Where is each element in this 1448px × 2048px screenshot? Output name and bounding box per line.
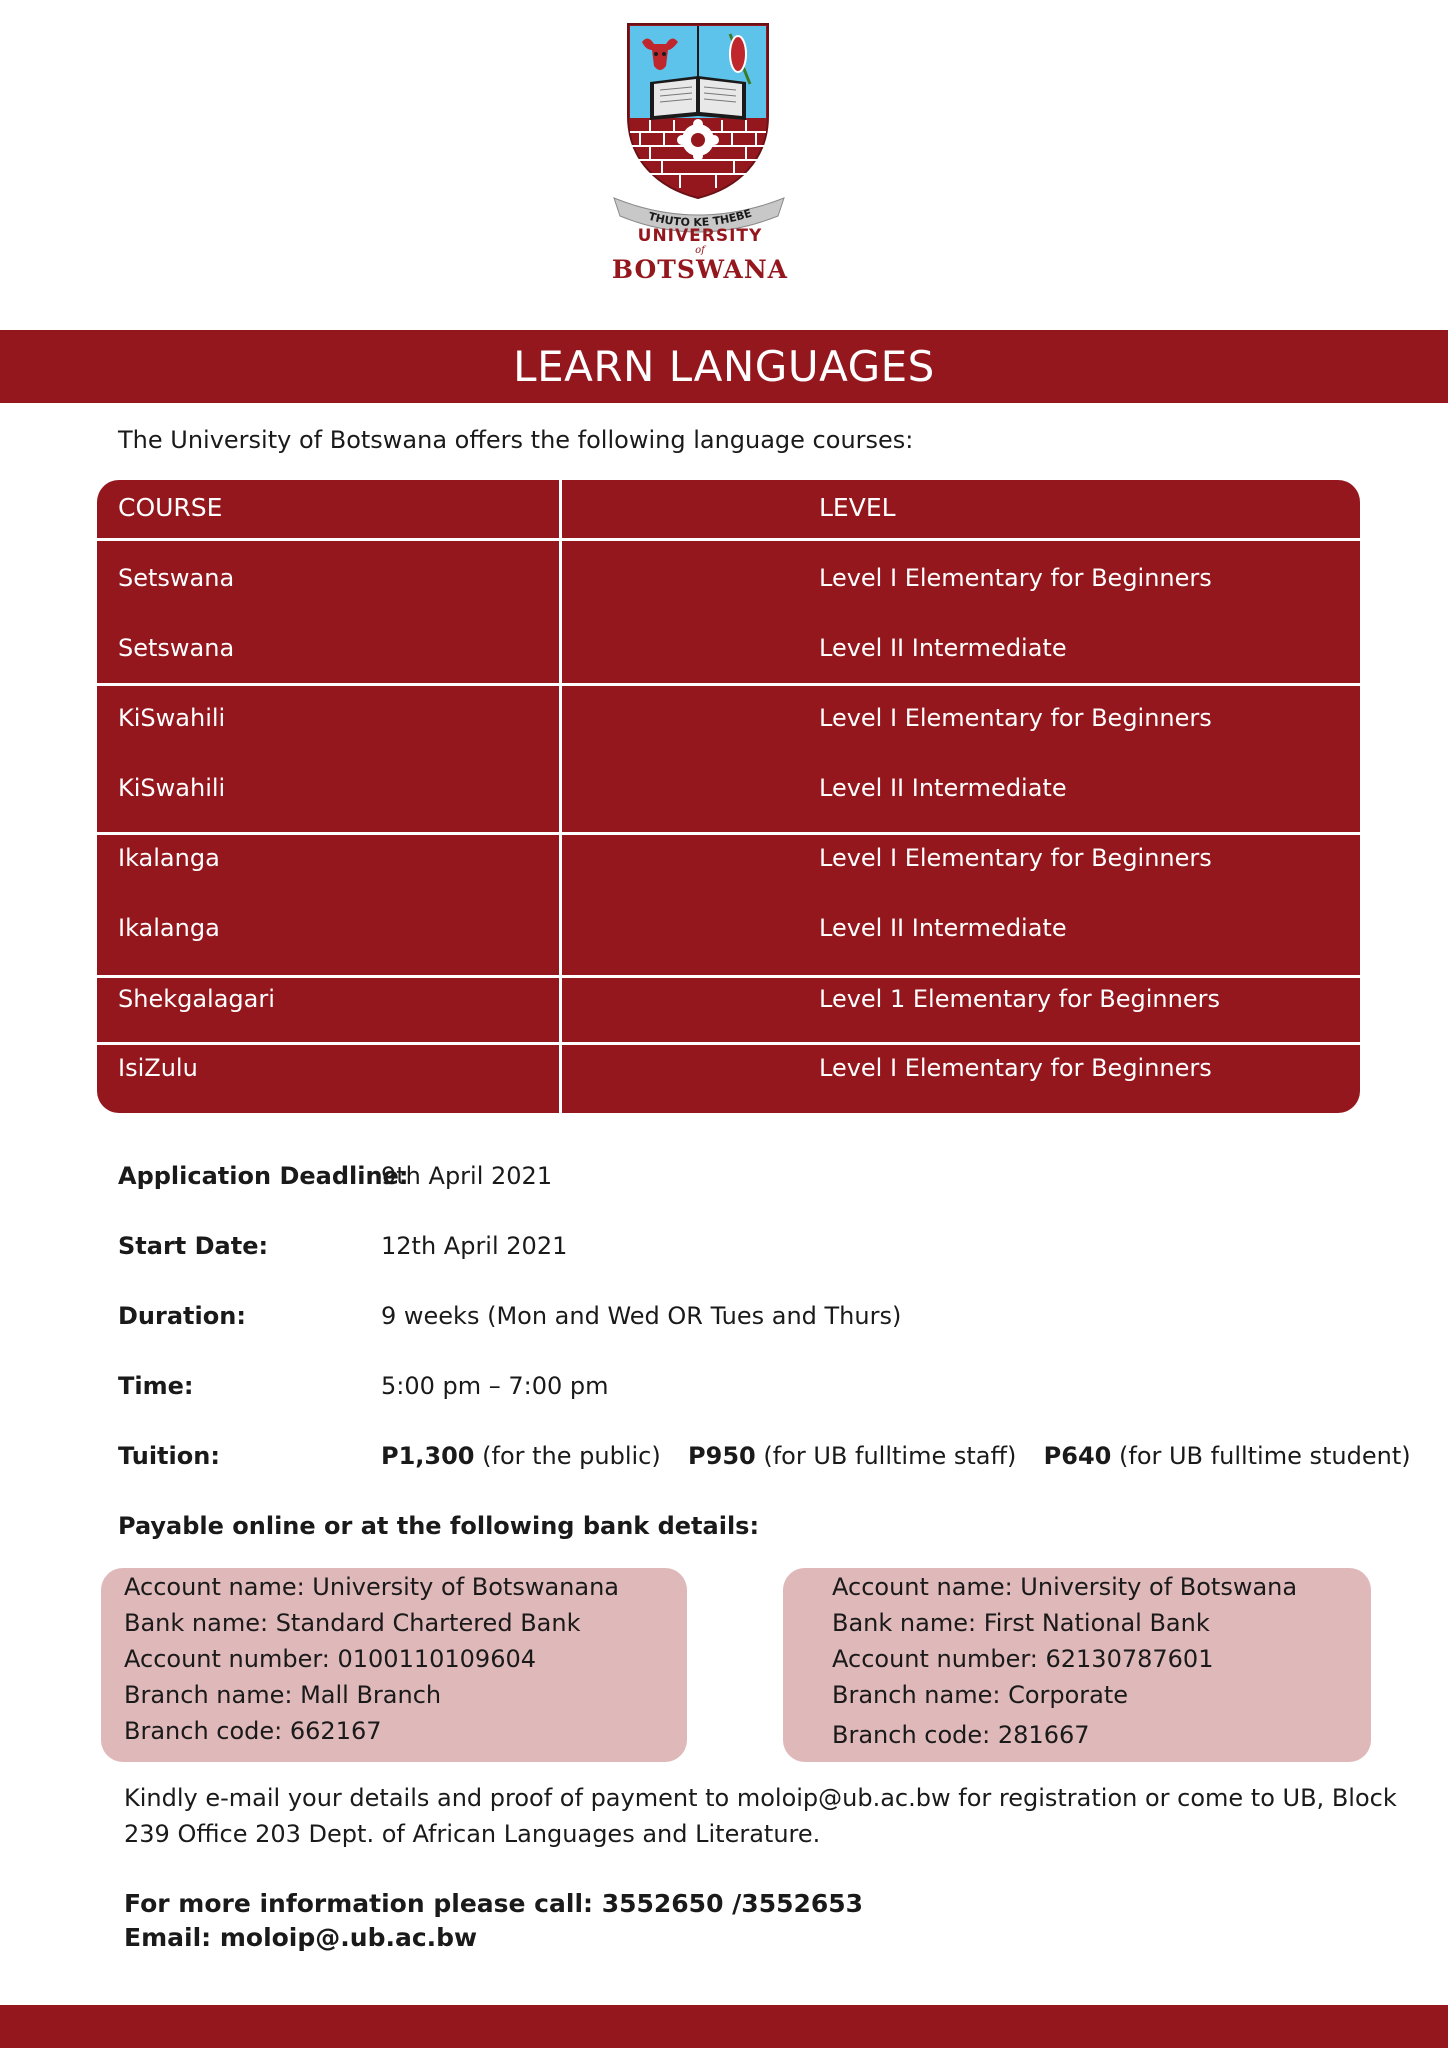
contact-email: Email: moloip@.ub.ac.bw [124,1923,478,1952]
table-group-divider [97,683,1360,686]
bank-branch-code: Branch code: 281667 [832,1721,1090,1749]
table-header-level: LEVEL [819,493,896,522]
deadline-value: 9th April 2021 [381,1162,553,1190]
motto-text: THUTO KE THEBE [646,206,754,230]
bank-account-name: Account name: University of Botswana [832,1573,1298,1601]
bank-name: Bank name: First National Bank [832,1609,1210,1637]
table-cell-course: Ikalanga [118,914,220,942]
bank-branch-code: Branch code: 662167 [124,1717,382,1745]
tuition-staff-note: (for UB fulltime staff) [763,1442,1017,1470]
tuition-public-note: (for the public) [482,1442,661,1470]
bank-branch-name: Branch name: Corporate [832,1681,1129,1709]
tuition-label: Tuition: [118,1442,220,1470]
university-logo [610,20,790,290]
start-date-label: Start Date: [118,1232,269,1260]
table-cell-level: Level I Elementary for Beginners [819,704,1212,732]
bank-account-number: Account number: 62130787601 [832,1645,1214,1673]
page-title: LEARN LANGUAGES [513,342,935,391]
bank-branch-name: Branch name: Mall Branch [124,1681,442,1709]
bank-account-box [783,1568,1371,1762]
table-cell-course: IsiZulu [118,1054,198,1082]
table-group-divider [97,832,1360,835]
course-table [97,480,1360,1113]
tuition-value [381,1438,1411,1474]
table-header-course: COURSE [118,493,223,522]
bank-account-name: Account name: University of Botswanana [124,1573,619,1601]
page-title-banner [0,330,1448,403]
table-group-divider [97,1042,1360,1045]
start-date-value: 12th April 2021 [381,1232,568,1260]
tuition-staff-price: P950 [688,1442,756,1470]
wordmark-of: of [695,245,705,256]
table-column-divider [559,480,562,1113]
payable-heading: Payable online or at the following bank details: [118,1512,760,1540]
registration-instructions: Kindly e-mail your details and proof of payment to moloip@ub.ac.bw for registration or come to UB, Block 239 Office 203 Dept. of African Languages and Literature. [124,1784,1397,1848]
table-cell-course: Setswana [118,564,235,592]
tuition-student-price: P640 [1043,1442,1112,1470]
table-cell-course: Setswana [118,634,235,662]
table-cell-course: KiSwahili [118,704,226,732]
table-cell-level: Level I Elementary for Beginners [819,564,1212,592]
open-book-icon [650,76,746,120]
table-cell-course: Ikalanga [118,844,220,872]
table-cell-level: Level I Elementary for Beginners [819,1054,1212,1082]
intro-text: The University of Botswana offers the following language courses: [118,426,914,454]
time-label: Time: [118,1372,194,1400]
wordmark-botswana: BOTSWANA [611,255,789,284]
table-group-divider [97,975,1360,978]
table-cell-level: Level 1 Elementary for Beginners [819,985,1220,1013]
duration-label: Duration: [118,1302,246,1330]
wordmark-university: UNIVERSITY [637,226,763,246]
table-header-divider [97,538,1360,541]
table-cell-level: Level I Elementary for Beginners [819,844,1212,872]
bank-account-box [101,1568,687,1762]
bank-account-number: Account number: 0100110109604 [124,1645,536,1673]
time-value: 5:00 pm – 7:00 pm [381,1372,609,1400]
logo-wordmark [610,226,790,284]
deadline-label: Application Deadline: [118,1162,409,1190]
table-cell-course: KiSwahili [118,774,226,802]
tuition-public-price: P1,300 [381,1442,475,1470]
table-cell-level: Level II Intermediate [819,634,1067,662]
tuition-student-note: (for UB fulltime student) [1119,1442,1411,1470]
table-cell-level: Level II Intermediate [819,914,1067,942]
table-cell-level: Level II Intermediate [819,774,1067,802]
bank-name: Bank name: Standard Chartered Bank [124,1609,581,1637]
contact-phone: For more information please call: 3552650 /3552653 [124,1889,864,1918]
duration-value: 9 weeks (Mon and Wed OR Tues and Thurs) [381,1302,902,1330]
footer-bar [0,2005,1448,2048]
table-cell-course: Shekgalagari [118,985,275,1013]
